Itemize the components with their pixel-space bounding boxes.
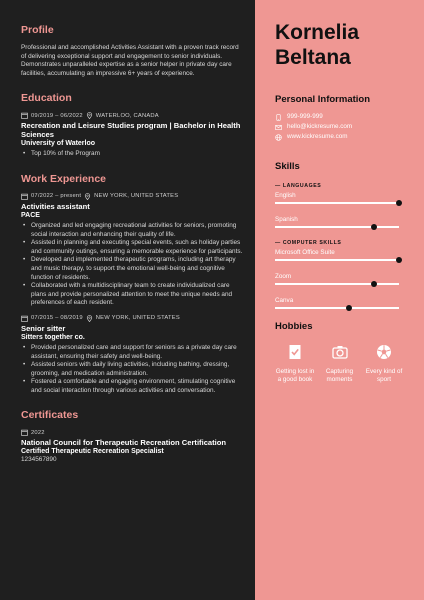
job-location: NEW YORK, UNITED STATES bbox=[94, 193, 179, 200]
list-item: • Provided personalized care and support for seniors as a private day care assistant, ensuring their safety and well-being. bbox=[21, 344, 243, 361]
job-company: PACE bbox=[21, 211, 40, 219]
hobbies-section bbox=[275, 321, 404, 384]
job-company: Sitters together co. bbox=[21, 333, 85, 341]
job-bullets bbox=[21, 222, 243, 308]
skill-bar bbox=[275, 283, 399, 285]
job-meta bbox=[21, 193, 243, 200]
profile-text: Professional and accomplished Activities Assistant with a proven track record of delivering exceptional support and engagement to senior individuals. Demonstrates unparalleled expertise as a senior helper in private day care facilities, accumulating an impressive 6+ years of experience. bbox=[21, 44, 239, 77]
skills-section bbox=[275, 161, 404, 309]
skill-level-dot bbox=[371, 281, 377, 287]
education-meta bbox=[21, 112, 243, 119]
calendar-icon bbox=[21, 315, 28, 322]
skill-item bbox=[275, 249, 404, 261]
job-bullets bbox=[21, 344, 243, 396]
website-link[interactable]: www.kickresume.com bbox=[287, 133, 348, 140]
list-item: • Collaborated with a multidisciplinary team to create individualized care plans and provide personalized attention to meet the unique needs and preferences of each resident. bbox=[21, 282, 243, 308]
skill-name: Spanish bbox=[275, 216, 298, 223]
profile-section bbox=[21, 24, 243, 78]
job-dates: 07/2015 – 08/2019 bbox=[31, 315, 83, 322]
job-meta bbox=[21, 315, 243, 322]
email-link[interactable]: hello@kickresume.com bbox=[287, 123, 353, 130]
hobbies-list bbox=[275, 344, 404, 384]
skill-group-label: — COMPUTER SKILLS bbox=[275, 240, 342, 246]
list-item: • Fostered a comfortable and engaging environment, stimulating cognitive and social interaction through various activities and conversation. bbox=[21, 378, 243, 395]
job-entry bbox=[21, 315, 243, 396]
list-item: • Top 10% of the Program bbox=[21, 150, 243, 159]
certificate-number: 1234567890 bbox=[21, 456, 57, 464]
location-pin-icon bbox=[86, 315, 93, 322]
globe-icon bbox=[275, 134, 282, 141]
education-section bbox=[21, 92, 243, 159]
hobby-item bbox=[275, 344, 315, 384]
list-item: • Developed and implemented therapeutic programs, including art therapy and music therapy, to support the emotional well-being and cognitive function of residents. bbox=[21, 256, 243, 282]
candidate-name bbox=[275, 20, 404, 70]
right-column bbox=[255, 0, 424, 600]
skill-level-dot bbox=[371, 224, 377, 230]
hobby-label: Getting lost in a good book bbox=[275, 368, 315, 383]
education-dates: 09/2019 – 06/2022 bbox=[31, 112, 83, 119]
calendar-icon bbox=[21, 193, 28, 200]
skill-name: Zoom bbox=[275, 273, 292, 280]
job-dates: 07/2022 – present bbox=[31, 193, 82, 200]
profile-heading: Profile bbox=[21, 24, 54, 36]
job-role: Senior sitter bbox=[21, 323, 66, 333]
job-role: Activities assistant bbox=[21, 201, 90, 211]
certificates-section bbox=[21, 409, 243, 465]
phone-number: 999-999-999 bbox=[287, 113, 323, 120]
list-item: • Assisted seniors with daily living activities, including bathing, dressing, grooming, and medication administration. bbox=[21, 361, 243, 378]
hobby-label: Capturing moments bbox=[325, 368, 354, 383]
skill-name: English bbox=[275, 192, 296, 199]
skill-item bbox=[275, 273, 404, 285]
skill-bar bbox=[275, 202, 399, 204]
education-school: University of Waterloo bbox=[21, 140, 96, 148]
certificate-name: National Council for Therapeutic Recreation Certification bbox=[21, 438, 227, 448]
email-icon bbox=[275, 124, 282, 131]
work-section bbox=[21, 173, 243, 396]
website-row[interactable] bbox=[275, 133, 404, 141]
skill-name: Canva bbox=[275, 297, 294, 304]
skill-name: Microsoft Office Suite bbox=[275, 249, 335, 256]
location-pin-icon bbox=[86, 112, 93, 119]
education-location: WATERLOO, CANADA bbox=[95, 112, 159, 119]
education-degree: Recreation and Leisure Studies program | Bachelor in Health Sciences bbox=[21, 121, 241, 140]
first-name: Kornelia bbox=[275, 21, 360, 44]
skill-bar bbox=[275, 259, 399, 261]
book-icon bbox=[287, 344, 303, 360]
phone-icon bbox=[275, 114, 282, 121]
location-pin-icon bbox=[84, 193, 91, 200]
certificate-meta bbox=[21, 429, 243, 436]
calendar-icon bbox=[21, 112, 28, 119]
hobby-label: Every kind of sport bbox=[365, 368, 403, 383]
email-row[interactable] bbox=[275, 123, 404, 131]
list-item: • Assisted in planning and executing special events, such as holiday parties and community outings, ensuring a memorable experience for participants. bbox=[21, 239, 243, 256]
skill-item bbox=[275, 297, 404, 309]
skill-level-dot bbox=[396, 200, 402, 206]
education-heading: Education bbox=[21, 92, 72, 105]
skill-group-label: — LANGUAGES bbox=[275, 183, 322, 189]
skill-item bbox=[275, 192, 404, 204]
list-item: • Organized and led engaging recreational activities for seniors, promoting social interaction and enhancing their quality of life. bbox=[21, 222, 243, 239]
skills-heading: Skills bbox=[275, 161, 300, 172]
skill-level-dot bbox=[396, 257, 402, 263]
personal-info-heading: Personal Information bbox=[275, 94, 371, 105]
certificate-year: 2022 bbox=[31, 429, 45, 436]
hobby-item bbox=[364, 344, 404, 384]
hobbies-heading: Hobbies bbox=[275, 321, 313, 332]
certificate-credential: Certified Therapeutic Recreation Specialist bbox=[21, 448, 164, 456]
skill-level-dot bbox=[346, 305, 352, 311]
skill-bar bbox=[275, 307, 399, 309]
skill-item bbox=[275, 216, 404, 228]
calendar-icon bbox=[21, 429, 28, 436]
skill-bar bbox=[275, 226, 399, 228]
education-bullets bbox=[21, 150, 243, 159]
camera-icon bbox=[332, 344, 348, 360]
ball-icon bbox=[376, 344, 392, 360]
personal-info-section bbox=[275, 94, 404, 141]
job-location: NEW YORK, UNITED STATES bbox=[95, 315, 180, 322]
last-name: Beltana bbox=[275, 46, 351, 69]
work-heading: Work Experience bbox=[21, 172, 107, 185]
phone-row bbox=[275, 113, 404, 121]
hobby-item bbox=[320, 344, 360, 384]
certificates-heading: Certificates bbox=[21, 409, 79, 422]
job-entry bbox=[21, 193, 243, 308]
